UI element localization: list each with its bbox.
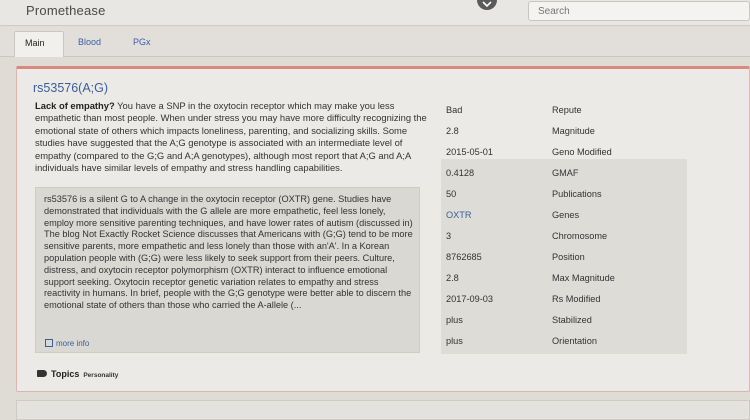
property-row: [442, 139, 687, 160]
summary-heading: Lack of empathy?: [35, 100, 115, 111]
tag-icon: [37, 370, 47, 377]
property-value: plus: [446, 315, 463, 325]
gene-link[interactable]: OXTR: [446, 210, 472, 220]
property-row: [442, 328, 687, 349]
tab-pgx[interactable]: PGx: [133, 37, 151, 47]
topics-section: [37, 369, 118, 379]
property-value: 2.8: [446, 273, 459, 283]
search-input[interactable]: [528, 1, 750, 21]
topic-link-personality[interactable]: Personality: [83, 372, 119, 379]
property-row: [442, 97, 687, 118]
property-row: [442, 286, 687, 307]
property-value: 2017-09-03: [446, 294, 493, 304]
tab-blood[interactable]: Blood: [78, 37, 102, 47]
tab-bar: [0, 27, 750, 57]
property-value: Bad: [446, 105, 463, 115]
property-label[interactable]: Repute: [552, 105, 582, 115]
property-value: 50: [446, 189, 457, 199]
property-row: [442, 265, 687, 286]
more-info-link[interactable]: [45, 339, 89, 348]
logo-icon[interactable]: [477, 0, 497, 10]
property-value: 2.8: [446, 126, 459, 136]
property-value: 2015-05-01: [446, 147, 493, 157]
property-label[interactable]: Stabilized: [552, 315, 592, 325]
properties-table: [442, 97, 687, 349]
tab-main[interactable]: Main: [14, 31, 64, 57]
property-label[interactable]: Max Magnitude: [552, 273, 615, 283]
snp-description: rs53576 is a silent G to A change in the oxytocin receptor (OXTR) gene. Studies have demonstrated that individuals with the G allele are more empathetic, feel less lonely, employ more sensitive parenting techniques, and have lower rates of autism (discussed in) The blog Not Exactly Rocket Science discusses that Americans with (G;G) tend to be more sensitive parents, more empathetic and less lonely than those with an'A'. In a Korean population people with (G;G) were less likely to seek support from their peers. Culture, distress, and oxytocin receptor polymorphism (OXTR) interact to influence emotional support seeking. Oxytocin receptor genetic variation relates to empathy and stress reactivity in humans. In brief, people with the G;G genotype were better able to discern the emotional state of others than those who carried the A-allele (...: [44, 194, 413, 311]
app-title[interactable]: Promethease: [26, 3, 106, 18]
property-label[interactable]: GMAF: [552, 168, 579, 178]
property-value: 0.4128: [446, 168, 475, 178]
property-row: [442, 244, 687, 265]
property-label[interactable]: Genes: [552, 210, 580, 220]
more-info-label: more info: [56, 339, 90, 348]
property-row: [442, 118, 687, 139]
property-row: [442, 181, 687, 202]
top-bar: [0, 0, 750, 26]
property-label[interactable]: Position: [552, 252, 585, 262]
property-label[interactable]: Publications: [552, 189, 602, 199]
property-value: 3: [446, 231, 452, 241]
genotype-summary: [35, 100, 427, 174]
snp-title[interactable]: rs53576(A;G): [33, 81, 109, 95]
property-label[interactable]: Rs Modified: [552, 294, 601, 304]
property-row: [442, 202, 687, 223]
property-label[interactable]: Orientation: [552, 336, 597, 346]
next-card: [16, 400, 750, 420]
property-value: plus: [446, 336, 463, 346]
external-link-icon: [45, 339, 53, 347]
property-label[interactable]: Geno Modified: [552, 147, 612, 157]
property-row: [442, 160, 687, 181]
topics-label: Topics: [51, 369, 80, 379]
property-value: 8762685: [446, 252, 482, 262]
snp-card: [16, 66, 750, 392]
summary-text: You have a SNP in the oxytocin receptor which may make you less empathetic than most people. When under stress you may have more difficulty recognizing the emotional state of others which impacts loneliness, parenting, and socializing skills. Some studies have suggested that the A;G genotype is associated with an intermediate level of empathy (compared to the G;G and A;A genotypes), although most report that A;G and A;A individuals have similar levels of empathy and stress handling capabilities.: [35, 100, 427, 174]
property-row: [442, 223, 687, 244]
property-label[interactable]: Chromosome: [552, 231, 608, 241]
property-label[interactable]: Magnitude: [552, 126, 595, 136]
description-box: [35, 187, 420, 353]
property-row: [442, 307, 687, 328]
